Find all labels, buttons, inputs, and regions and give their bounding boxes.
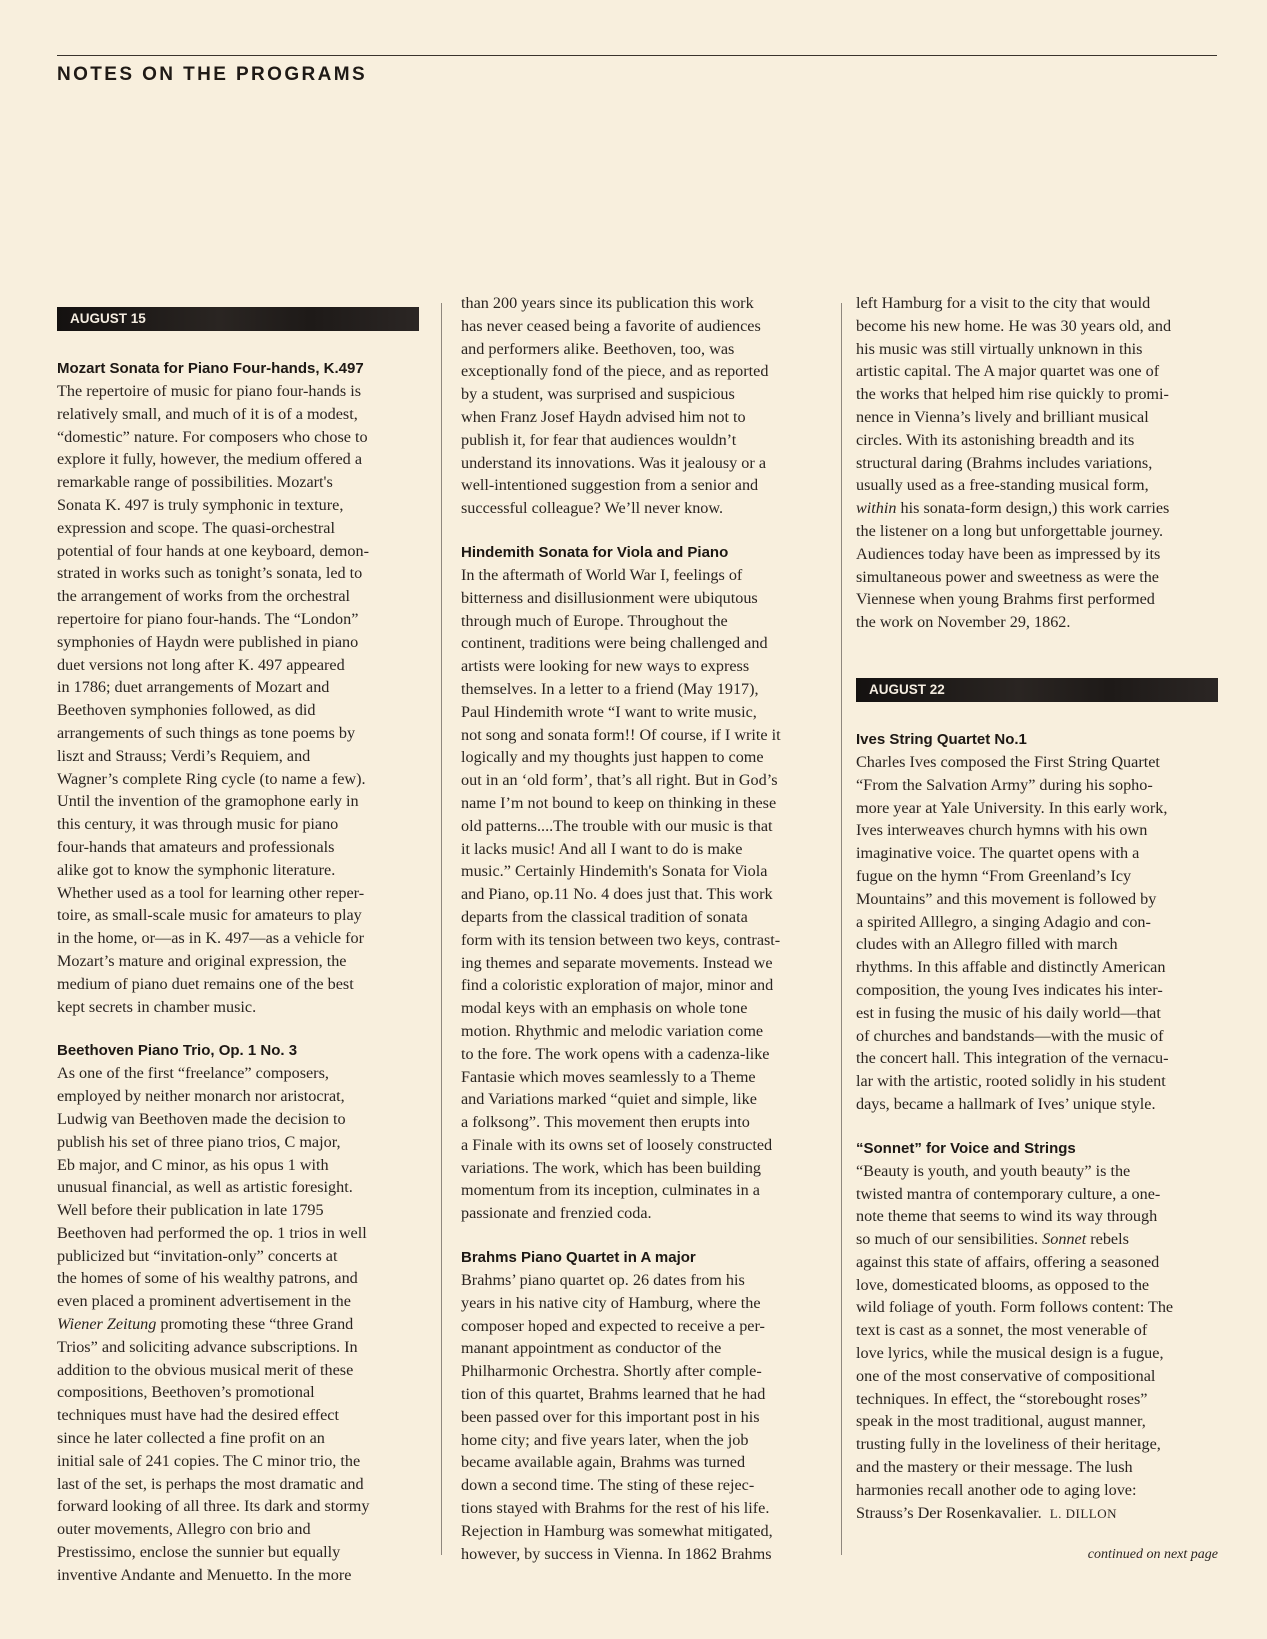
- text-line: Mozart’s mature and original expression, the: [57, 951, 347, 970]
- text-line: Philharmonic Orchestra. Shortly after comple-: [461, 1362, 762, 1381]
- text-line: twisted mantra of contemporary culture, a one-: [856, 1184, 1161, 1203]
- text-line: by a student, was surprised and suspicious: [461, 385, 735, 404]
- text-line: home city; and five years later, when the job: [461, 1430, 749, 1449]
- text-line: four-hands that amateurs and professionals: [57, 837, 335, 856]
- text-line: ing themes and separate movements. Instead we: [461, 953, 773, 972]
- text-line: tions stayed with Brahms for the rest of his life.: [461, 1499, 770, 1518]
- text-line: left Hamburg for a visit to the city that would: [856, 294, 1151, 312]
- text-line: the homes of some of his wealthy patrons, and: [57, 1269, 358, 1288]
- text-line: nence in Vienna’s lively and brilliant musical: [856, 407, 1149, 426]
- date-bar-august-22: AUGUST 22: [856, 678, 1218, 702]
- text-line: this century, it was through music for piano: [57, 815, 339, 834]
- piece-title-beethoven: Beethoven Piano Trio, Op. 1 No. 3: [57, 1042, 298, 1060]
- text-line: explore it fully, however, the medium offered a: [57, 450, 363, 469]
- piece-title-hindemith: Hindemith Sonata for Viola and Piano: [461, 543, 729, 561]
- text-line: artistic capital. The A major quartet was one of: [856, 362, 1160, 381]
- text-line: initial sale of 241 copies. The C minor trio, the: [57, 1451, 361, 1470]
- text-line: not song and sonata form!! Of course, if I write it: [461, 725, 781, 744]
- piece-title-mozart: Mozart Sonata for Piano Four-hands, K.497: [57, 360, 364, 377]
- piece-body-sonnet-italic-line: so much of our sensibilities. Sonnet rebels: [856, 1230, 1129, 1249]
- text-line: harmonies recall another ode to aging love:: [856, 1480, 1137, 1499]
- text-line: structural daring (Brahms includes variations,: [856, 453, 1153, 472]
- text-line: alike got to know the symphonic literature.: [57, 860, 336, 879]
- piece-body-hindemith: [461, 564, 823, 1225]
- text-line: relatively small, and much of it is of a modest,: [57, 404, 358, 423]
- text-line: departs from the classical tradition of sonata: [461, 907, 748, 926]
- text-line: arrangements of such things as tone poems by: [57, 723, 356, 742]
- text-line: Charles Ives composed the First String Quartet: [856, 752, 1160, 771]
- text-line: themselves. In a letter to a friend (May 1917),: [461, 679, 759, 698]
- text-line: “From the Salvation Army” during his sopho-: [856, 775, 1153, 794]
- text-line: simultaneous power and sweetness as were the: [856, 567, 1159, 586]
- text-line: a spirited Alllegro, a singing Adagio and con-: [856, 912, 1151, 931]
- text-line: potential of four hands at one keyboard, demon-: [57, 541, 369, 560]
- text-line: techniques must have had the desired effect: [57, 1406, 339, 1425]
- text-line: against this state of affairs, offering a seasoned: [856, 1252, 1160, 1271]
- text-line: remarkable range of possibilities. Mozart's: [57, 473, 333, 492]
- text-line: music.” Certainly Hindemith's Sonata for Viola: [461, 862, 768, 881]
- piece-body-brahms-cont-part1: [856, 292, 1218, 497]
- text-line: well-intentioned suggestion from a senior and: [461, 476, 759, 495]
- text-line: repertoire for piano four-hands. The “London”: [57, 609, 359, 628]
- text-line: and performers alike. Beethoven, too, was: [461, 339, 735, 358]
- text-line: find a coloristic exploration of major, minor and: [461, 976, 774, 995]
- author-byline: L. DILLON: [1049, 1505, 1118, 1521]
- text-line: text is cast as a sonnet, the most venerable of: [856, 1321, 1148, 1340]
- text-line: Paul Hindemith wrote “I want to write music,: [461, 702, 757, 721]
- piece-body-sonnet-last-line: Strauss’s Der Rosenkavalier. L. DILLON: [856, 1503, 1118, 1522]
- text-line: est in fusing the music of his daily world—that: [856, 1003, 1161, 1022]
- piece-body-beethoven-part2: [57, 1336, 419, 1587]
- text-line: than 200 years since its publication this work: [461, 294, 754, 312]
- text-line: last of the set, is perhaps the most dramatic and: [57, 1474, 364, 1493]
- text-line: love, domesticated blooms, as opposed to the: [856, 1275, 1150, 1294]
- text-line: in 1786; duet arrangements of Mozart and: [57, 678, 330, 697]
- text-line: strated in works such as tonight’s sonata, led to: [57, 564, 363, 583]
- text-line: wild foliage of youth. Form follows content: The: [856, 1298, 1174, 1317]
- text-line: The repertoire of music for piano four-hands is: [57, 382, 361, 400]
- text-line: has never ceased being a favorite of audiences: [461, 316, 761, 335]
- text-line: “Beauty is youth, and youth beauty” is the: [856, 1161, 1131, 1180]
- text-line: when Franz Josef Haydn advised him not to: [461, 407, 746, 426]
- piece-title-sonnet: “Sonnet” for Voice and Strings: [856, 1139, 1076, 1157]
- text-line: circles. With its astonishing breadth and its: [856, 430, 1135, 449]
- text-line: days, became a hallmark of Ives’ unique style.: [856, 1094, 1156, 1113]
- text-line: “domestic” nature. For composers who chose to: [57, 427, 368, 446]
- text-line: Well before their publication in late 1795: [57, 1201, 324, 1220]
- text-line: Ludwig van Beethoven made the decision to: [57, 1109, 346, 1128]
- text-line: the concert hall. This integration of the vernacu-: [856, 1049, 1169, 1068]
- text-line: lar with the artistic, rooted solidly in his student: [856, 1072, 1166, 1091]
- text-line: years in his native city of Hamburg, where the: [461, 1293, 761, 1312]
- text-line: since he later collected a fine profit on an: [57, 1429, 325, 1448]
- text-line: employed by neither monarch nor aristocrat,: [57, 1087, 345, 1106]
- text-line: modal keys with an emphasis on whole tone: [461, 999, 748, 1018]
- piece-body-mozart: [57, 380, 419, 1018]
- piece-body-beethoven-part1: [57, 1062, 419, 1313]
- text-line: more year at Yale University. In this early work,: [856, 798, 1168, 817]
- text-line: and Piano, op.11 No. 4 does just that. This work: [461, 885, 773, 904]
- text-line: Sonata K. 497 is truly symphonic in texture,: [57, 495, 344, 514]
- text-line: name I’m not bound to keep on thinking in these: [461, 793, 777, 812]
- text-line: Mountains” and this movement is followed by: [856, 889, 1157, 908]
- text-line: Until the invention of the gramophone early in: [57, 792, 359, 811]
- text-line: Viennese when young Brahms first performed: [856, 590, 1155, 609]
- text-line: tion of this quartet, Brahms learned that he had: [461, 1385, 766, 1404]
- text-line: been passed over for this important post in his: [461, 1407, 760, 1426]
- text-line: compositions, Beethoven’s promotional: [57, 1383, 315, 1402]
- text-line: toire, as small-scale music for amateurs to play: [57, 906, 362, 925]
- piece-title-brahms: Brahms Piano Quartet in A major: [461, 1249, 696, 1267]
- piece-body-sonnet-part1: [856, 1160, 1218, 1228]
- text-line: understand its innovations. Was it jealousy or a: [461, 453, 767, 472]
- text-line: As one of the first “freelance” composers,: [57, 1064, 329, 1083]
- text-line: rhythms. In this affable and distinctly American: [856, 958, 1166, 977]
- text-line: motion. Rhythmic and melodic variation come: [461, 1021, 764, 1040]
- text-line: speak in the most traditional, august manner,: [856, 1412, 1146, 1431]
- column-divider: [441, 303, 442, 1555]
- piece-body-brahms-cont-part2: [856, 520, 1218, 634]
- text-line: variations. The work, which has been building: [461, 1158, 762, 1177]
- text-line: In the aftermath of World War I, feelings of: [461, 565, 743, 584]
- piece-body-ives: [856, 751, 1218, 1116]
- text-line: Beethoven had performed the op. 1 trios in well: [57, 1223, 367, 1242]
- text-line: down a second time. The sting of these rejec-: [461, 1476, 755, 1495]
- text-line: successful colleague? We’ll never know.: [461, 499, 724, 518]
- text-line: continent, traditions were being challenged and: [461, 634, 768, 653]
- text-line: however, by success in Vienna. In 1862 Brahms: [461, 1544, 772, 1563]
- text-line: Beethoven symphonies followed, as did: [57, 701, 316, 720]
- text-line: Brahms’ piano quartet op. 26 dates from his: [461, 1271, 745, 1290]
- text-line: Prestissimo, enclose the sunnier but equally: [57, 1543, 341, 1562]
- text-line: cludes with an Allegro filled with march: [856, 935, 1118, 954]
- text-line: become his new home. He was 30 years old, and: [856, 316, 1172, 335]
- text-line: forward looking of all three. Its dark and stormy: [57, 1497, 370, 1516]
- text-line: Whether used as a tool for learning other reper-: [57, 883, 365, 902]
- page-title: NOTES ON THE PROGRAMS: [57, 64, 368, 85]
- text-line: publish his set of three piano trios, C major,: [57, 1132, 341, 1151]
- text-line: the works that helped him rise quickly to promi-: [856, 385, 1169, 404]
- text-line: artists were looking for new ways to express: [461, 657, 750, 676]
- text-line: out in an ‘old form’, that’s all right. But in God’s: [461, 771, 778, 790]
- piece-body-sonnet-part2: [856, 1251, 1218, 1502]
- text-line: the arrangement of works from the orchestral: [57, 587, 351, 606]
- text-line: love lyrics, while the musical design is a fugue,: [856, 1344, 1164, 1363]
- column-2: [461, 292, 823, 1565]
- text-line: logically and my thoughts just happen to come: [461, 748, 764, 767]
- text-line: and Variations marked “quiet and simple, like: [461, 1090, 757, 1109]
- text-line: usually used as a free-standing musical form,: [856, 476, 1149, 495]
- text-line: to the fore. The work opens with a cadenza-like: [461, 1044, 770, 1063]
- text-line: in the home, or—as in K. 497—as a vehicle for: [57, 929, 365, 948]
- text-line: fugue on the hymn “From Greenland’s Icy: [856, 866, 1132, 885]
- text-line: of churches and bandstands—with the music of: [856, 1026, 1164, 1045]
- text-line: publicized but “invitation-only” concerts at: [57, 1246, 338, 1265]
- text-line: Eb major, and C minor, as his opus 1 with: [57, 1155, 329, 1174]
- text-line: even placed a prominent advertisement in the: [57, 1292, 351, 1311]
- text-line: Ives interweaves church hymns with his own: [856, 821, 1148, 840]
- text-line: publish it, for fear that audiences wouldn’t: [461, 430, 737, 449]
- text-line: his music was still virtually unknown in this: [856, 339, 1143, 358]
- text-line: momentum from its inception, culminates in a: [461, 1181, 760, 1200]
- publication-name: Wiener Zeitung: [57, 1315, 157, 1334]
- text-line: liszt and Strauss; Verdi’s Requiem, and: [57, 746, 311, 765]
- text-line: Fantasie which moves seamlessly to a Theme: [461, 1067, 756, 1086]
- text-line: imaginative voice. The quartet opens with a: [856, 844, 1140, 863]
- text-line: kept secrets in chamber music.: [57, 997, 257, 1016]
- piece-title-ives: Ives String Quartet No.1: [856, 730, 1027, 748]
- piece-body-beethoven-italic-line: Wiener Zeitung promoting these “three Grand: [57, 1315, 354, 1334]
- column-divider: [841, 303, 842, 1555]
- text-line: the work on November 29, 1862.: [856, 613, 1071, 632]
- column-1: [57, 305, 419, 1587]
- text-line: trusting fully in the loveliness of their heritage,: [856, 1435, 1161, 1454]
- date-bar-august-15: AUGUST 15: [57, 307, 419, 331]
- text-line: bitterness and disillusionment were ubiqutous: [461, 588, 758, 607]
- text-line: addition to the obvious musical merit of these: [57, 1360, 354, 1379]
- text-line: through much of Europe. Throughout the: [461, 611, 728, 630]
- text-line: a Finale with its owns set of loosely constructed: [461, 1135, 773, 1154]
- text-line: symphonies of Haydn were published in piano: [57, 632, 359, 651]
- text-line: outer movements, Allegro con brio and: [57, 1520, 311, 1539]
- text-line: a folksong”. This movement then erupts into: [461, 1113, 750, 1132]
- text-line: Rejection in Hamburg was somewhat mitigated,: [461, 1521, 773, 1540]
- text-line: it lacks music! And all I want to do is make: [461, 839, 743, 858]
- text-line: medium of piano duet remains one of the best: [57, 974, 354, 993]
- piece-body-beethoven-cont: [461, 292, 823, 520]
- text-line: passionate and frenzied coda.: [461, 1204, 652, 1223]
- piece-body-brahms: [461, 1269, 823, 1565]
- text-line: exceptionally fond of the piece, and as reported: [461, 362, 769, 381]
- piece-body-brahms-italic-line: within his sonata-form design,) this work carries: [856, 499, 1170, 518]
- text-line: duet versions not long after K. 497 appeared: [57, 655, 345, 674]
- text-line: inventive Andante and Menuetto. In the more: [57, 1565, 352, 1584]
- header-rule: [57, 55, 1217, 56]
- text-line: Audiences today have been as impressed by its: [856, 544, 1161, 563]
- text-line: and the mastery or their message. The lush: [856, 1458, 1133, 1477]
- text-line: techniques. In effect, the “storebought roses”: [856, 1389, 1148, 1408]
- text-line: manant appointment as conductor of the: [461, 1339, 722, 1358]
- text-line: form with its tension between two keys, contrast-: [461, 930, 781, 949]
- text-line: note theme that seems to wind its way through: [856, 1207, 1158, 1226]
- text-line: became available again, Brahms was turned: [461, 1453, 746, 1472]
- text-line: old patterns....The trouble with our music is that: [461, 816, 773, 835]
- text-line: Wagner’s complete Ring cycle (to name a few).: [57, 769, 366, 788]
- text-line: one of the most conservative of compositional: [856, 1366, 1156, 1385]
- text-line: composition, the young Ives indicates his inter-: [856, 980, 1163, 999]
- text-line: expression and scope. The quasi-orchestral: [57, 518, 335, 537]
- column-3: [856, 292, 1218, 1525]
- text-line: unusual financial, as well as artistic foresight.: [57, 1178, 353, 1197]
- text-line: the listener on a long but unforgettable journey.: [856, 521, 1164, 540]
- text-line: Trios” and soliciting advance subscriptions. In: [57, 1337, 358, 1356]
- text-line: composer hoped and expected to receive a per-: [461, 1316, 765, 1335]
- continued-on-next-page: continued on next page: [1087, 1547, 1218, 1562]
